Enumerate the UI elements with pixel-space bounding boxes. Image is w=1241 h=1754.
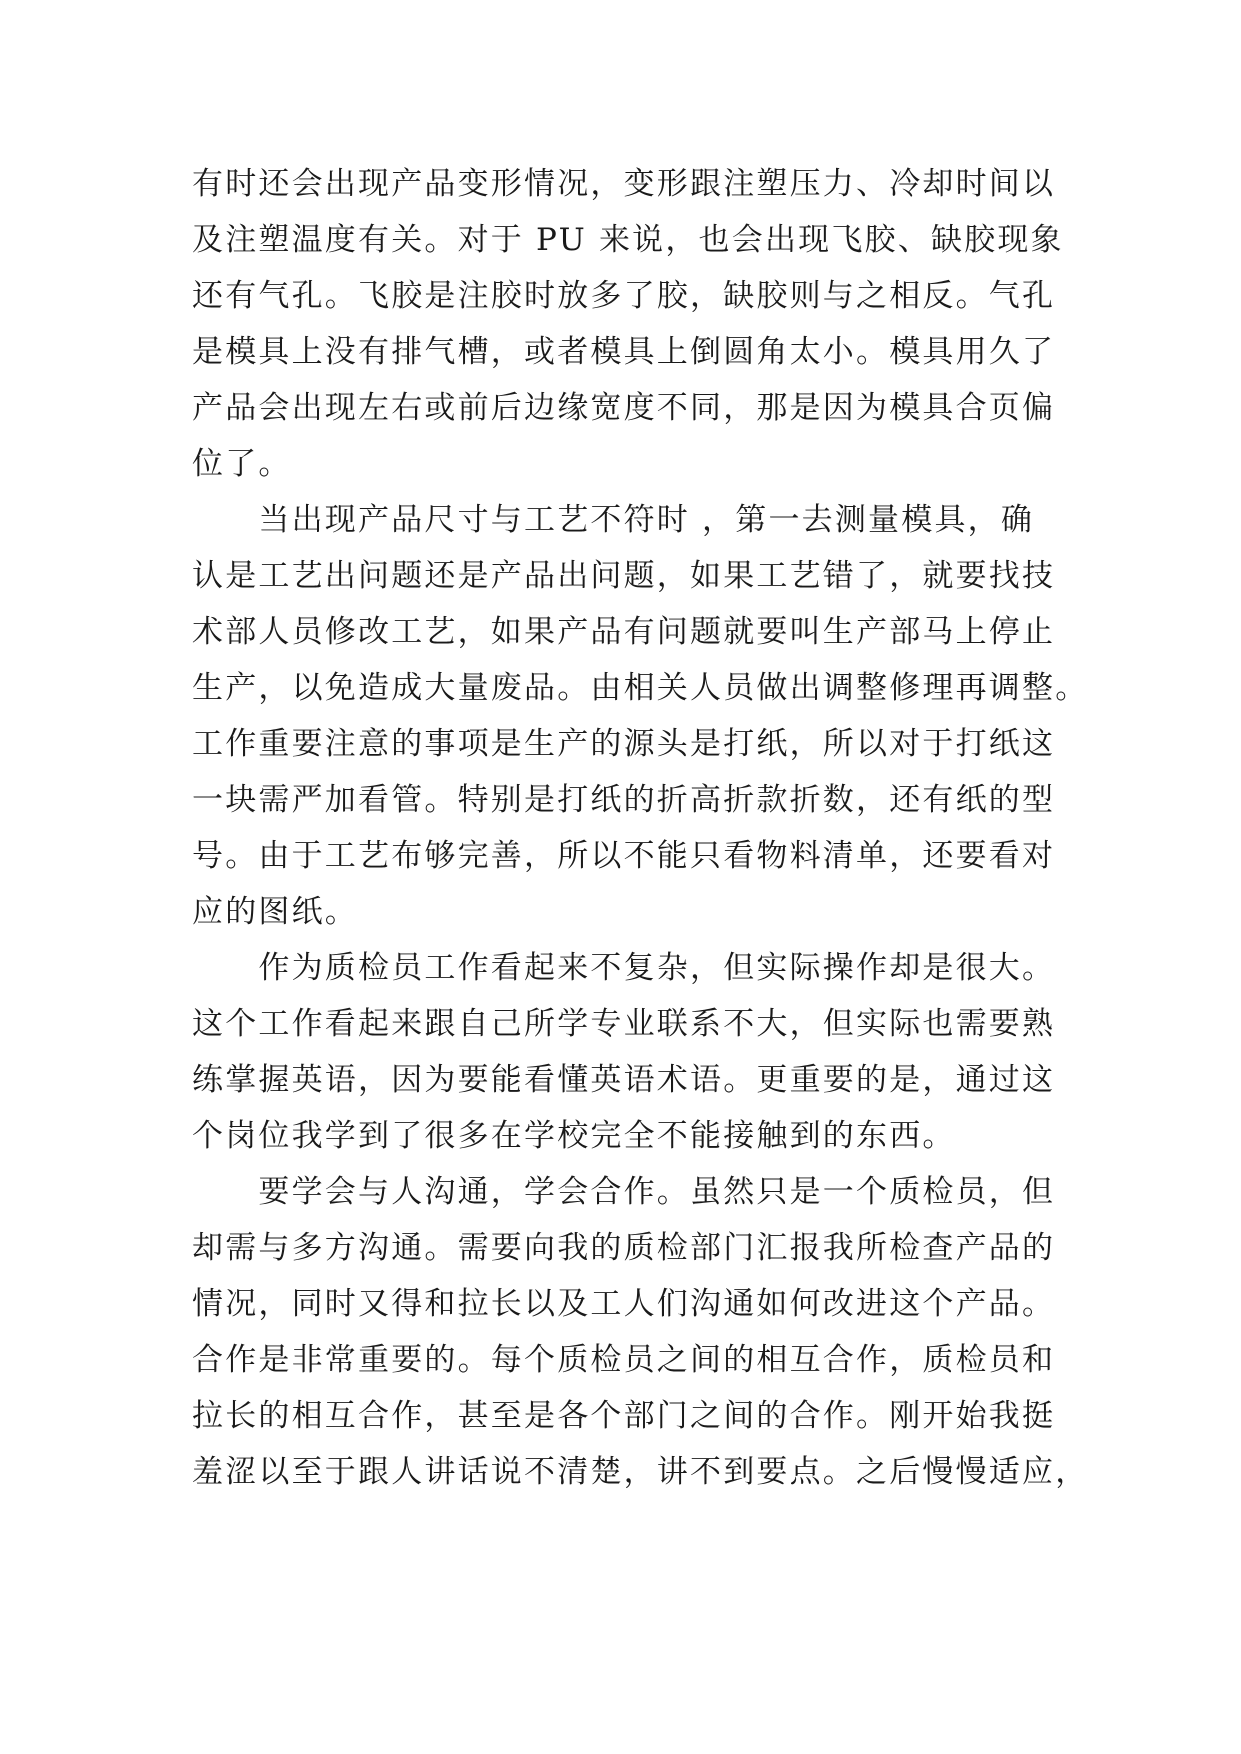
text-line: 有时还会出现产品变形情况，变形跟注塑压力、冷却时间以 (192, 166, 1056, 202)
body-text (192, 156, 1089, 1500)
text-line: 位了。 (192, 446, 292, 482)
text-line: 合作是非常重要的。每个质检员之间的相互合作，质检员和 (192, 1342, 1056, 1378)
text-line: 工作重要注意的事项是生产的源头是打纸，所以对于打纸这 (192, 726, 1056, 762)
text-line: 练掌握英语，因为要能看懂英语术语。更重要的是，通过这 (192, 1062, 1056, 1098)
text-line: 羞涩以至于跟人讲话说不清楚，讲不到要点。之后慢慢适应， (192, 1454, 1089, 1490)
text-line: 生产，以免造成大量废品。由相关人员做出调整修理再调整。 (192, 670, 1089, 706)
text-line: 是模具上没有排气槽，或者模具上倒圆角太小。模具用久了 (192, 334, 1056, 370)
text-line: 当出现产品尺寸与工艺不符时 ，第一去测量模具，确 (192, 502, 1035, 538)
text-line: 情况，同时又得和拉长以及工人们沟通如何改进这个产品。 (192, 1286, 1056, 1322)
text-line: 要学会与人沟通，学会合作。虽然只是一个质检员，但 (192, 1174, 1056, 1210)
text-line: 号。由于工艺布够完善，所以不能只看物料清单，还要看对 (192, 838, 1056, 874)
text-line: 还有气孔。飞胶是注胶时放多了胶，缺胶则与之相反。气孔 (192, 278, 1056, 314)
text-line: 拉长的相互合作，甚至是各个部门之间的合作。刚开始我挺 (192, 1398, 1056, 1434)
text-line: 及注塑温度有关。对于 PU 来说，也会出现飞胶、缺胶现象 (192, 222, 1064, 258)
text-line: 应的图纸。 (192, 894, 358, 930)
text-line: 作为质检员工作看起来不复杂，但实际操作却是很大。 (192, 950, 1056, 986)
text-line: 一块需严加看管。特别是打纸的折高折款折数，还有纸的型 (192, 782, 1056, 818)
text-line: 个岗位我学到了很多在学校完全不能接触到的东西。 (192, 1118, 956, 1154)
text-line: 认是工艺出问题还是产品出问题，如果工艺错了，就要找技 (192, 558, 1056, 594)
text-line: 这个工作看起来跟自己所学专业联系不大，但实际也需要熟 (192, 1006, 1056, 1042)
text-line: 却需与多方沟通。需要向我的质检部门汇报我所检查产品的 (192, 1230, 1056, 1266)
text-line: 产品会出现左右或前后边缘宽度不同，那是因为模具合页偏 (192, 390, 1056, 426)
text-line: 术部人员修改工艺，如果产品有问题就要叫生产部马上停止 (192, 614, 1056, 650)
